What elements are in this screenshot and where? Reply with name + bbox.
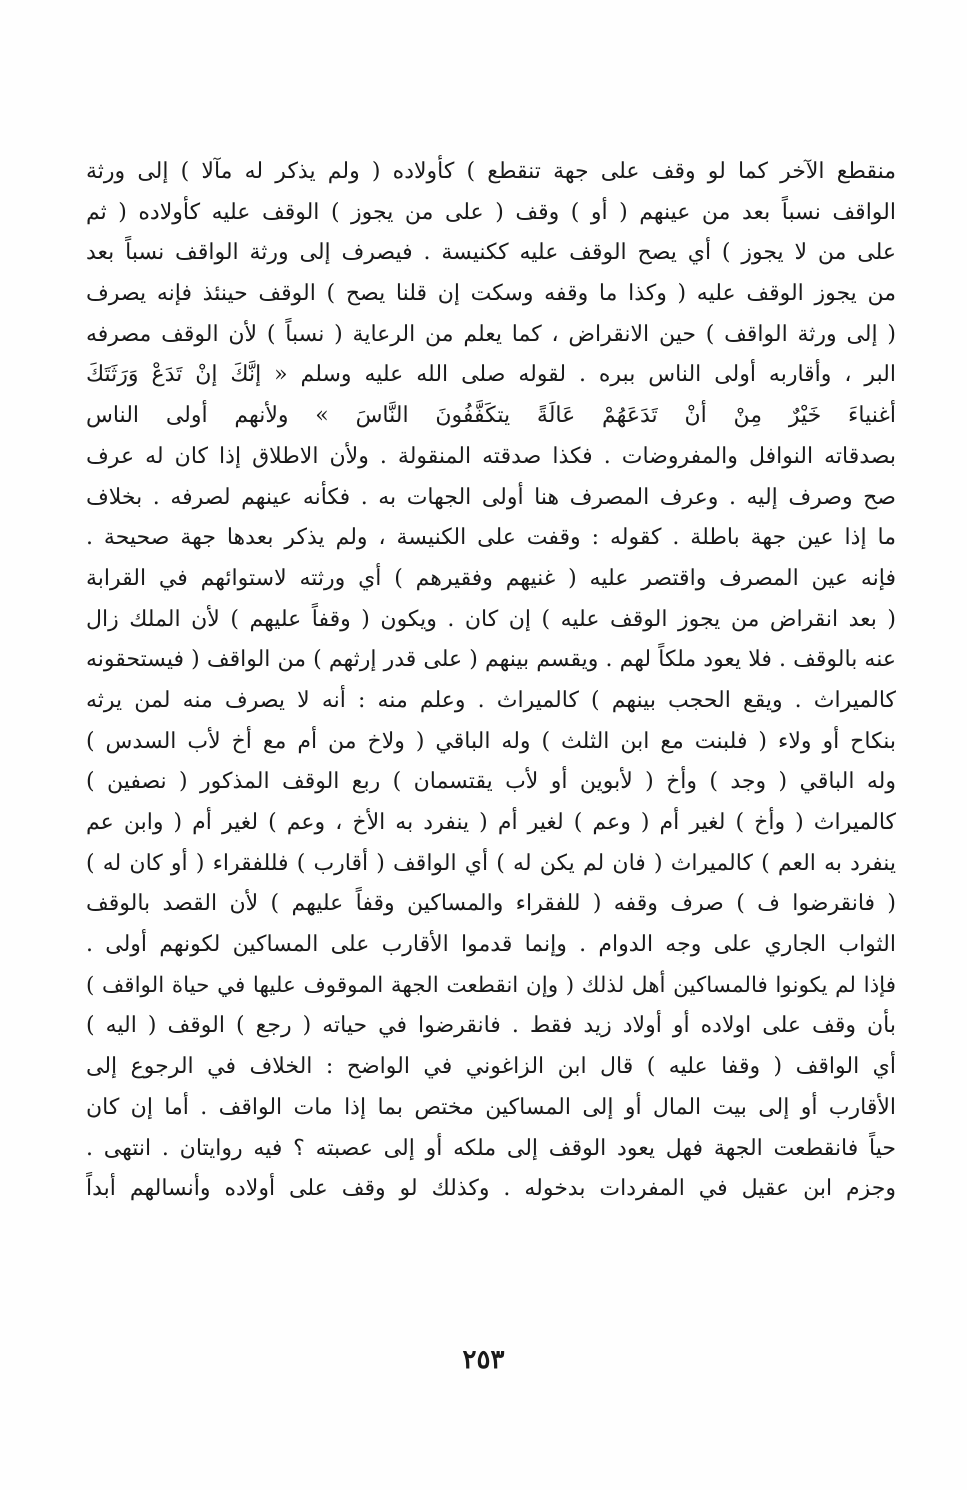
text-line-24: الأقارب أو إلى بيت المال أو إلى المساكين مختص بما إذا مات الواقف . أما إن كان — [86, 1094, 896, 1120]
text-line-8: بصدقاته النوافل والمفروضات . فكذا صدقته المنقولة . ولأن الاطلاق إذا كان له عرف — [86, 443, 896, 469]
text-line-25: حياً فانقطعت الجهة فهل يعود الوقف إلى ملكه أو إلى عصبته ؟ فيه روايتان . انتهى . — [86, 1135, 896, 1161]
text-line-19: ( فانقرضوا ف ) صرف وقفه ( للفقراء والمساكين وقفاً عليهم ) لأن القصد بالوقف — [86, 891, 896, 917]
text-line-3: على من لا يجوز ) أي يصح الوقف عليه ككنيسة . فيصرف إلى ورثة الواقف نسباً بعد — [86, 240, 896, 266]
text-line-14: كالميراث . ويقع الحجب بينهم ) كالميراث . وعلم منه : أنه لا يصرف منه لمن يرثه — [86, 687, 896, 713]
text-line-20: الثواب الجاري على وجه الدوام . وإنما قدموا الأقارب على المساكين لكونهم أولى . — [86, 932, 896, 958]
text-line-23: أي الواقف ( وقفا عليه ) قال ابن الزاغوني في الواضح : الخلاف في الرجوع إلى — [86, 1054, 896, 1080]
text-line-15: بنكاح أو ولاء ( فلبنت مع ابن الثلث ) وله الباقي ( ولاخ من أم مع أخ لأب السدس ) — [86, 728, 896, 754]
text-line-18: ينفرد به العم ) كالميراث ( فان لم يكن له ) أي الواقف ( أقارب ) فللفقراء ( أو كان له ) — [86, 850, 896, 876]
text-line-26: وجزم ابن عقيل في المفردات بدخوله . وكذلك لو وقف على أولاده وأنسالهم أبداً — [86, 1176, 896, 1202]
text-line-4: من يجوز الوقف عليه ( وكذا ما وقفه وسكت إن قلنا يصح ) الوقف حينئذ فإنه يصرف — [86, 281, 896, 307]
text-line-6: البر ، وأقاربه أولى الناس ببره . لقوله صلى الله عليه وسلم « إنَّكَ إنْ تَدَعْ وَرَثَتَكَ — [86, 362, 896, 388]
text-line-22: بأن وقف على اولاده أو أولاد زيد فقط . فانقرضوا في حياته ( رجع ) الوقف ( اليه ) — [86, 1013, 896, 1039]
text-line-13: عنه بالوقف . فلا يعود ملكاً لهم . ويقسم بينهم ( على قدر إرثهم ) من الواقف ( فيستحقونه — [86, 647, 896, 673]
text-line-12: ( بعد انقراض من يجوز الوقف عليه ) إن كان . ويكون ( وقفاً عليهم ) لأن الملك زال — [86, 606, 896, 632]
text-line-10: ما إذا عين جهة باطلة . كقوله : وقفت على الكنيسة ، ولم يذكر بعدها جهة صحيحة . — [86, 525, 896, 551]
text-line-2: الواقف نسباً بعد من عينهم ( أو ) وقف ( على من يجوز ) الوقف عليه كأولاده ( ثم — [86, 199, 896, 225]
text-line-1: منقطع الآخر كما لو وقف على جهة تنقطع ) كأولاده ( ولم يذكر له مآلا ) إلى ورثة — [86, 159, 896, 184]
text-line-7: أغنياءَ خَيْرٌ مِنْ أنْ تَدَعَهُمْ عَالَةً يتكَفَّفُونَ النَّاسَ » ولأنهم أولى الناس — [86, 403, 896, 429]
text-line-11: فإنه عين المصرف واقتصر عليه ( غنيهم وفقيرهم ) أي ورثته لاستوائهم في القرابة — [86, 565, 896, 591]
text-line-9: صح وصرف إليه . وعرف المصرف هنا أولى الجهات به . فكأنه عينهم لصرفه . بخلاف — [86, 484, 896, 510]
text-line-17: كالميراث ( وأخ ) لغير أم ( وعم ) لغير أم ( ينفرد به الأخ ، وعم ) لغير أم ( وابن عم — [86, 810, 896, 835]
text-line-21: فإذا لم يكونوا فالمساكين أهل لذلك ( وإن انقطعت الجهة الموقوف عليها في حياة الواقف ) — [86, 972, 896, 998]
page-number: ٢٥٣ — [462, 1345, 505, 1375]
text-line-16: وله الباقي ( وجد ) وأخ ( لأبوين أو لأب يقتسمان ) ربع الوقف المذكور ( نصفين ) — [86, 769, 896, 795]
text-line-5: ( إلى ورثة الواقف ) حين الانقراض ، كما يعلم من الرعاية ( نسباً ) لأن الوقف مصرفه — [86, 321, 896, 347]
body-text — [86, 152, 896, 1210]
